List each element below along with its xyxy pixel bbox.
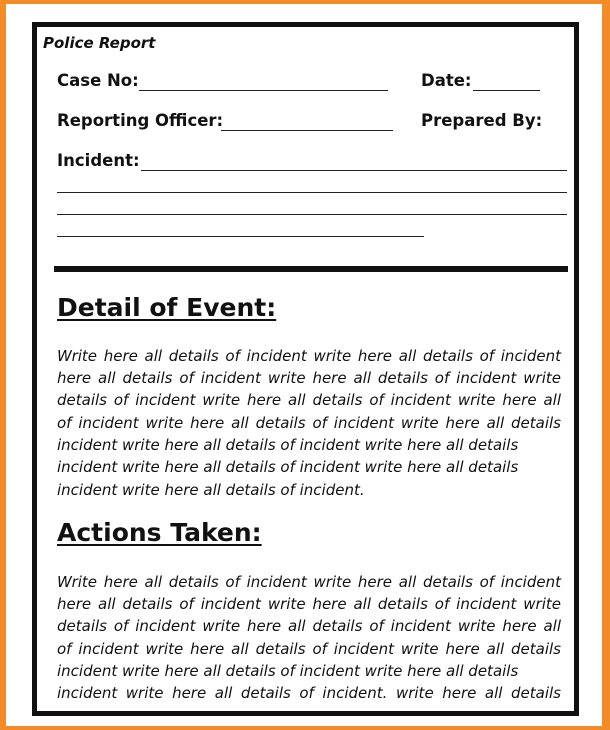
section-divider (54, 266, 568, 272)
incident-field-line-2[interactable] (57, 192, 567, 193)
actions-text-line: incident write here all details of incident write here all details (57, 662, 519, 680)
document-title: Police Report (43, 34, 156, 52)
detail-text-line: incident write here all details of incident write here all details (57, 458, 519, 476)
actions-text-line: of incident write here all details of incident write here all details (57, 640, 561, 658)
incident-field-line-3[interactable] (57, 214, 567, 215)
incident-field-line-4[interactable] (57, 236, 424, 237)
detail-text-line: of incident write here all details of incident write here all details (57, 414, 561, 432)
actions-text-line: here all details of incident write here all details of incident write (57, 595, 561, 613)
police-report-form (32, 22, 579, 716)
prepared-by-label: Prepared By: (421, 111, 543, 130)
detail-text-line: Write here all details of incident write here all details of incident (57, 347, 561, 365)
reporting-officer-field[interactable] (221, 130, 393, 131)
incident-field-line-1[interactable] (141, 170, 567, 171)
actions-taken-heading: Actions Taken: (57, 518, 262, 547)
detail-text-line: details of incident write here all details of incident write here all (57, 391, 561, 409)
case-no-label: Case No: (57, 71, 139, 90)
detail-of-event-heading: Detail of Event: (57, 293, 277, 322)
reporting-officer-label: Reporting Officer: (57, 111, 224, 130)
case-no-field[interactable] (139, 90, 388, 91)
detail-text-line: here all details of incident write here all details of incident write (57, 369, 561, 387)
date-label: Date: (421, 71, 472, 90)
detail-text-line: incident write here all details of incident write here all details (57, 436, 519, 454)
incident-label: Incident: (57, 151, 140, 170)
actions-text-line: incident write here all details of incident. write here all details (57, 684, 561, 702)
actions-text-line: details of incident write here all details of incident write here all (57, 617, 561, 635)
detail-text-line: incident write here all details of incident. (57, 481, 365, 499)
actions-text-line: Write here all details of incident write here all details of incident (57, 573, 561, 591)
date-field[interactable] (473, 90, 540, 91)
